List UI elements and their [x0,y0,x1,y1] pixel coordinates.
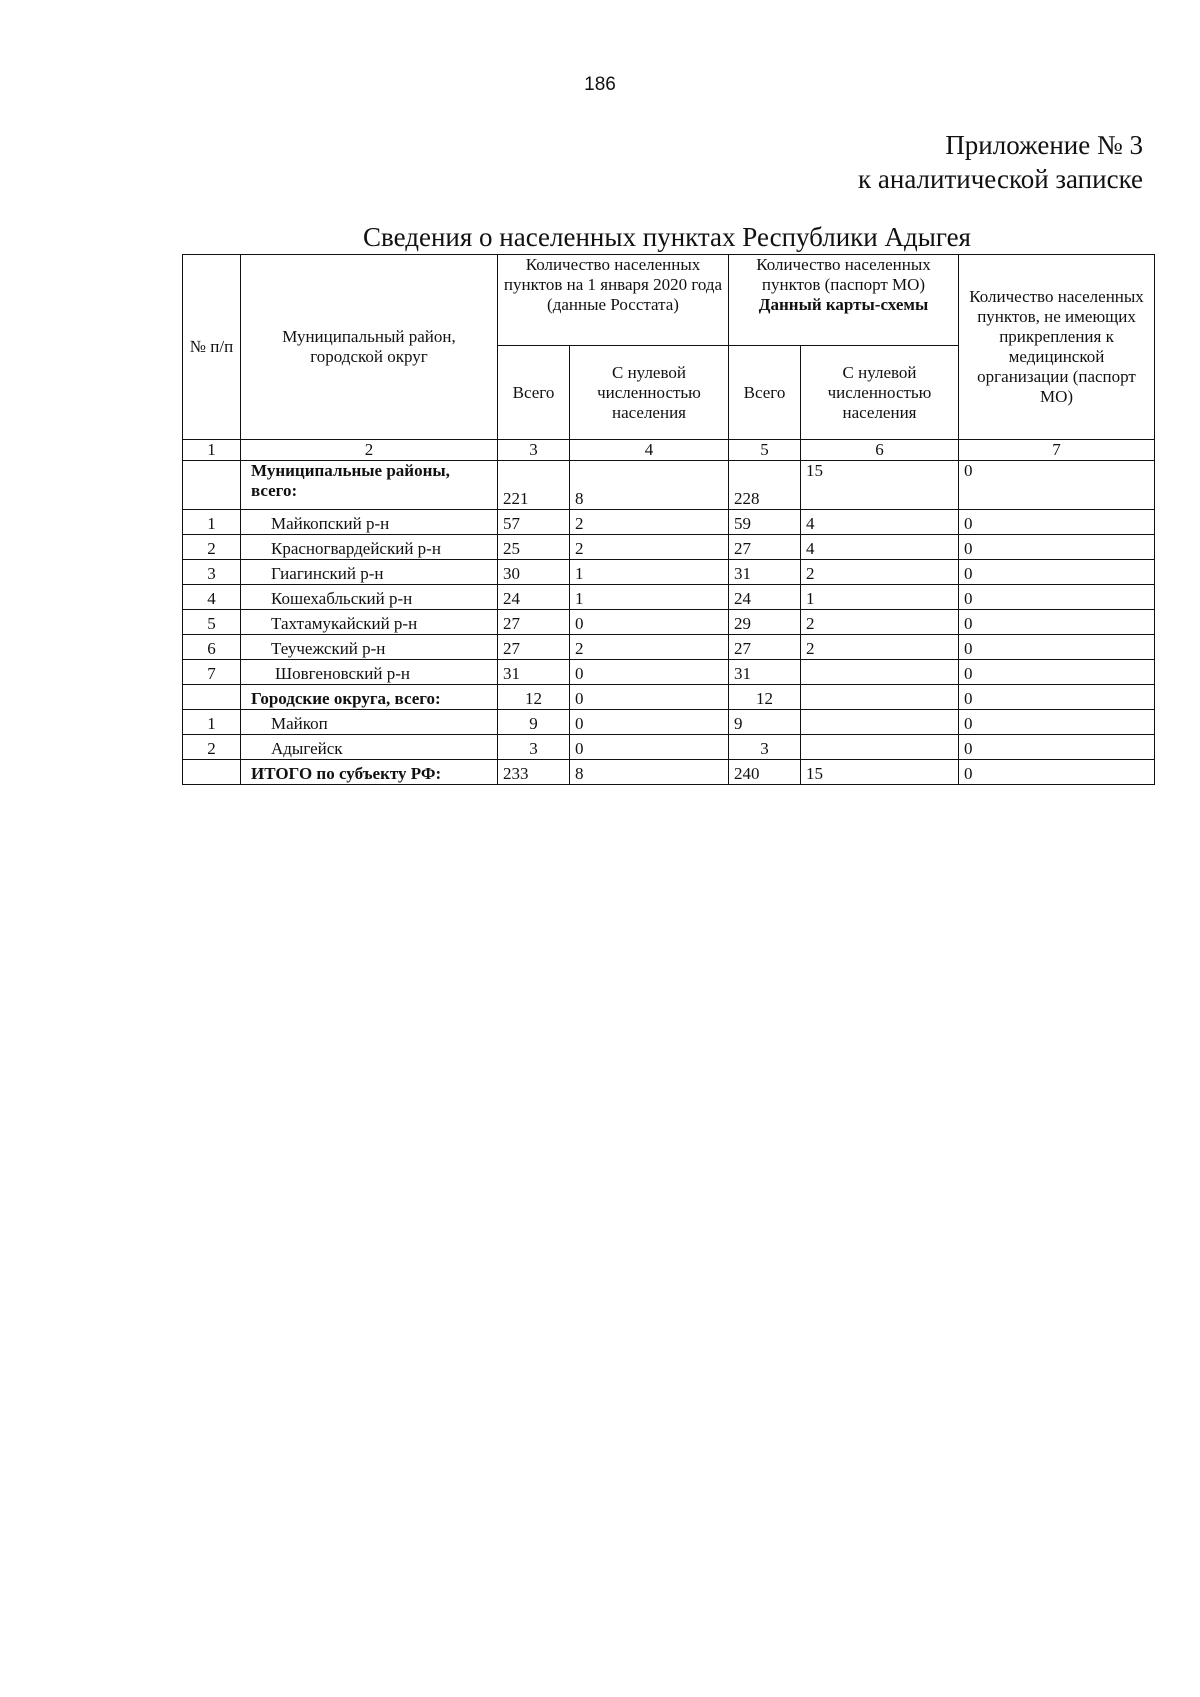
row-label: Майкоп [241,710,498,735]
cell-no-attachment: 0 [959,610,1155,635]
row-label: Муниципальные районы, всего: [241,461,498,510]
cell-zero-rosstat: 0 [570,660,729,685]
column-number: 5 [729,440,801,461]
cell-zero-rosstat: 2 [570,635,729,660]
row-number: 1 [183,710,241,735]
cell-zero-passport [801,685,959,710]
row-label: Тахтамукайский р-н [241,610,498,635]
settlements-table [182,254,1155,785]
row-label: Кошехабльский р-н [241,585,498,610]
cell-total-passport: 31 [729,660,801,685]
cell-total-passport: 27 [729,635,801,660]
row-label: Адыгейск [241,735,498,760]
column-number: 4 [570,440,729,461]
column-number: 7 [959,440,1155,461]
cell-zero-passport [801,735,959,760]
cell-zero-rosstat: 0 [570,610,729,635]
row-number: 1 [183,510,241,535]
cell-total-passport: 228 [729,461,801,510]
cell-total-rosstat: 31 [498,660,570,685]
cell-no-attachment: 0 [959,760,1155,785]
table-row [183,560,1155,585]
row-number: 2 [183,535,241,560]
row-label: Городские округа, всего: [241,685,498,710]
row-number [183,461,241,510]
column-number: 3 [498,440,570,461]
cell-total-passport: 29 [729,610,801,635]
cell-zero-rosstat: 8 [570,760,729,785]
appendix-note [858,128,1143,196]
cell-zero-rosstat: 8 [570,461,729,510]
cell-total-passport: 24 [729,585,801,610]
cell-total-passport: 12 [729,685,801,710]
cell-zero-passport [801,660,959,685]
cell-no-attachment: 0 [959,735,1155,760]
cell-total-rosstat: 9 [498,710,570,735]
header-number: № п/п [183,255,241,440]
row-number: 2 [183,735,241,760]
row-number: 7 [183,660,241,685]
cell-zero-passport: 2 [801,610,959,635]
cell-zero-rosstat: 0 [570,735,729,760]
cell-zero-rosstat: 1 [570,585,729,610]
header-passport-text: Количество населенных пунктов (паспорт МО) [756,255,931,294]
cell-total-rosstat: 27 [498,635,570,660]
cell-total-passport: 31 [729,560,801,585]
header-no-attachment: Количество населенных пунктов, не имеющих прикрепления к медицинской организации (паспорт МО) [959,255,1155,440]
city-total-row [183,685,1155,710]
cell-zero-rosstat: 1 [570,560,729,585]
row-label: Гиагинский р-н [241,560,498,585]
table-row [183,635,1155,660]
column-number: 2 [241,440,498,461]
cell-total-passport: 3 [729,735,801,760]
cell-total-rosstat: 30 [498,560,570,585]
cell-no-attachment: 0 [959,635,1155,660]
cell-total-rosstat: 57 [498,510,570,535]
cell-total-rosstat: 24 [498,585,570,610]
header-total-passport: Всего [729,346,801,440]
cell-total-rosstat: 12 [498,685,570,710]
cell-zero-passport: 4 [801,535,959,560]
cell-no-attachment: 0 [959,710,1155,735]
table-row [183,535,1155,560]
table-row [183,585,1155,610]
cell-zero-passport: 4 [801,510,959,535]
row-number: 6 [183,635,241,660]
cell-zero-rosstat: 0 [570,710,729,735]
table-row [183,710,1155,735]
column-number: 6 [801,440,959,461]
page-number: 186 [584,74,616,95]
table-row [183,510,1155,535]
cell-zero-passport: 1 [801,585,959,610]
cell-zero-rosstat: 2 [570,535,729,560]
cell-zero-passport: 15 [801,461,959,510]
document-title: Сведения о населенных пунктах Республики Адыгея [363,222,971,252]
cell-zero-rosstat: 0 [570,685,729,710]
row-label: Шовгеновский р-н [241,660,498,685]
table-row [183,660,1155,685]
municipal-total-row [183,461,1155,510]
cell-total-passport: 27 [729,535,801,560]
cell-zero-passport: 2 [801,635,959,660]
row-label: Теучежский р-н [241,635,498,660]
cell-total-passport: 9 [729,710,801,735]
row-number: 4 [183,585,241,610]
header-zero-passport: С нулевой численностью населения [801,346,959,440]
header-total-rosstat: Всего [498,346,570,440]
header-district: Муниципальный район, городской округ [241,255,498,440]
cell-no-attachment: 0 [959,461,1155,510]
row-number [183,760,241,785]
cell-total-rosstat: 233 [498,760,570,785]
row-label: Майкопский р-н [241,510,498,535]
row-label: ИТОГО по субъекту РФ: [241,760,498,785]
cell-no-attachment: 0 [959,585,1155,610]
cell-total-rosstat: 27 [498,610,570,635]
cell-no-attachment: 0 [959,560,1155,585]
header-passport-group [729,255,959,346]
column-numbers-row [183,440,1155,461]
header-zero-rosstat: С нулевой численностью населения [570,346,729,440]
column-number: 1 [183,440,241,461]
table-row [183,735,1155,760]
row-number: 3 [183,560,241,585]
row-label: Красногвардейский р-н [241,535,498,560]
cell-total-rosstat: 3 [498,735,570,760]
table-row [183,610,1155,635]
cell-zero-passport: 2 [801,560,959,585]
cell-no-attachment: 0 [959,685,1155,710]
row-number: 5 [183,610,241,635]
cell-total-passport: 59 [729,510,801,535]
cell-total-rosstat: 25 [498,535,570,560]
cell-total-passport: 240 [729,760,801,785]
cell-zero-passport: 15 [801,760,959,785]
header-map-text: Данный карты-схемы [758,295,929,314]
cell-zero-passport [801,710,959,735]
row-number [183,685,241,710]
appendix-line-1: Приложение № 3 [945,130,1143,160]
appendix-line-2: к аналитической записке [858,164,1143,194]
cell-total-rosstat: 221 [498,461,570,510]
cell-no-attachment: 0 [959,660,1155,685]
cell-zero-rosstat: 2 [570,510,729,535]
table-header-row [183,255,1155,346]
cell-no-attachment: 0 [959,535,1155,560]
grand-total-row [183,760,1155,785]
header-rosstat-group: Количество населенных пунктов на 1 января 2020 года (данные Росстата) [498,255,729,346]
cell-no-attachment: 0 [959,510,1155,535]
